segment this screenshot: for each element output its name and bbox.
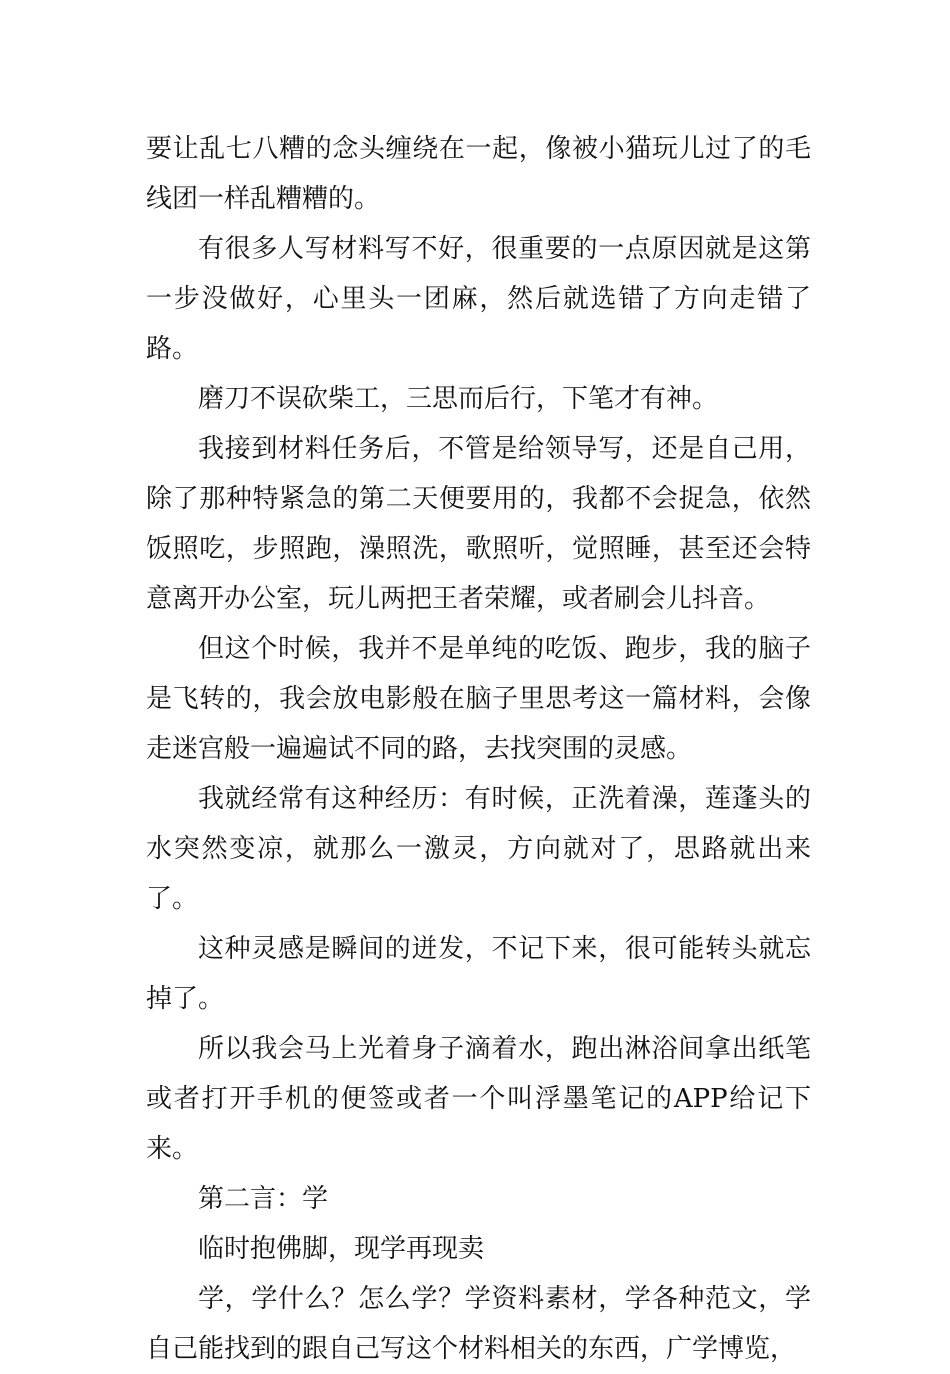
- paragraph-7: 这种灵感是瞬间的迸发，不记下来，很可能转头就忘掉了。: [146, 934, 811, 1014]
- paragraph-3: 磨刀不误砍柴工，三思而后行，下笔才有神。: [198, 384, 719, 414]
- paragraph-1: 要让乱七八糟的念头缠绕在一起，像被小猫玩儿过了的毛线团一样乱糟糟的。: [146, 134, 811, 214]
- paragraph-4: 我接到材料任务后，不管是给领导写，还是自己用，除了那种特紧急的第二天便要用的，我都不会捉急，依然饭照吃，步照跑，澡照洗，歌照听，觉照睡，甚至还会特意离开办公室，玩儿两把王者荣耀，或者刷会儿抖音。: [146, 434, 811, 614]
- section-heading: 第二言：学: [198, 1184, 329, 1214]
- document-page: [146, 124, 811, 1374]
- paragraph-5: 但这个时候，我并不是单纯的吃饭、跑步，我的脑子是飞转的，我会放电影般在脑子里思考这一篇材料，会像走迷宫般一遍遍试不同的路，去找突围的灵感。: [146, 634, 811, 764]
- paragraph-8: 所以我会马上光着身子滴着水，跑出淋浴间拿出纸笔或者打开手机的便签或者一个叫浮墨笔记的APP给记下来。: [146, 1034, 811, 1164]
- paragraph-2: 有很多人写材料写不好，很重要的一点原因就是这第一步没做好，心里头一团麻，然后就选错了方向走错了路。: [146, 234, 811, 364]
- paragraph-9: 学，学什么？怎么学？学资料素材，学各种范文，学自己能找到的跟自己写这个材料相关的东西，广学博览，: [146, 1284, 811, 1364]
- section-subheading: 临时抱佛脚，现学再现卖: [198, 1234, 485, 1264]
- paragraph-6: 我就经常有这种经历：有时候，正洗着澡，莲蓬头的水突然变凉，就那么一激灵，方向就对了，思路就出来了。: [146, 784, 811, 914]
